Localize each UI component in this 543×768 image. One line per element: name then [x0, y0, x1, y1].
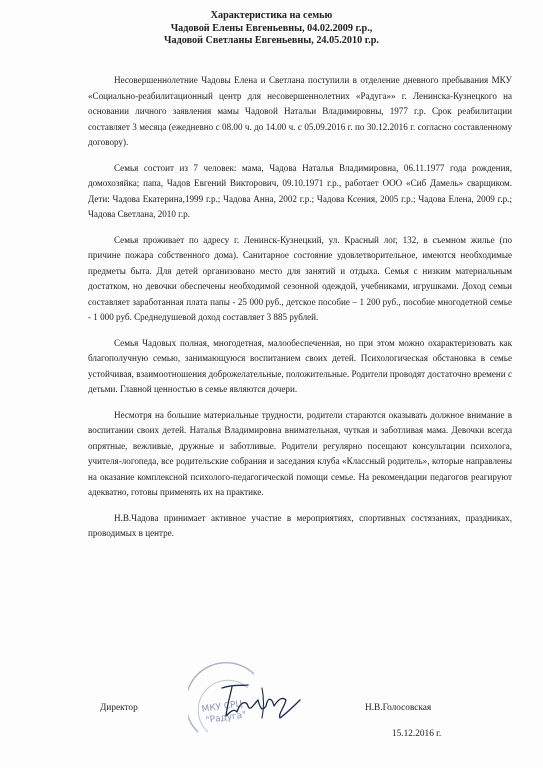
- signatory-role: Директор: [100, 703, 138, 713]
- paragraph-upbringing: Несмотря на большие материальные трудности, родители стараются оказывать должное внимание в воспитании своих детей. Наталья Владимировна внимательная, чуткая и заботливая мама. Девочки всегда опрятные, вежливые, дружные и заботливые. Родители регулярно посещают консультации психолога, учителя-логопеда, все родительские собрания и заседания клуба «Классный родитель», которые направлены на оказание комплексной психолого-педагогической помощи семье. На рекомендации педагогов реагируют адекватно, готовы применять их на практике.: [88, 409, 512, 497]
- stamp-text-line-2: "Радуга": [205, 710, 248, 726]
- paragraph-family-characteristics: Семья Чадовых полная, многодетная, малообеспеченная, но при этом можно охарактеризовать как благополучную семью, занимающуюся воспитанием своих детей. Психологическая обстановка в семье устойчивая, взаимоотношения доброжелательные, положительные. Родители проводят достаточно времени с детьми. Главной ценностью в семье являются дочери.: [88, 337, 512, 394]
- title-line-2: Чадовой Елены Евгеньевны, 04.02.2009 г.р.,: [170, 22, 373, 34]
- document-body: [88, 73, 512, 542]
- paragraph-enrollment: Несовершеннолетние Чадовы Елена и Светлана поступили в отделение дневного пребывания МКУ «Социально-реабилитационный центр для несовершеннолетних «Радуга»» г. Ленинска-Кузнецкого на основании личного заявления мамы Чадовой Натальи Владимировны, 1977 г.р. Срок реабилитации составляет 3 месяца (ежедневно с 08.00 ч. до 14.00 ч. с 05.09.2016 г. по 30.12.2016 г. согласно составленному договору).: [88, 75, 512, 147]
- paragraph-participation: Н.В.Чадова принимает активное участие в мероприятиях, спортивных состязаниях, праздниках, проводимых в центре.: [88, 512, 512, 538]
- document-date: 15.12.2016 г.: [392, 729, 442, 739]
- paragraph-family-composition: Семья состоит из 7 человек: мама, Чадова Наталья Владимировна, 06.11.1977 года рождения, домохозяйка; папа, Чадов Евгений Викторович, 09.10.1971 г.р., работает ООО «Сиб Дамель» сварщиком. Дети: Чадова Екатерина,1999 г.р.; Чадова Анна, 2002 г.р.; Чадова Ксения, 2005 г.р.; Чадова Елена, 2009 г.р.; Чадова Светлана, 2010 г.р.: [88, 162, 512, 219]
- title-line-3: Чадовой Светланы Евгеньевны, 24.05.2010 г.р.: [164, 35, 379, 47]
- paragraph-living-conditions: Семья проживает по адресу г. Ленинск-Кузнецкий, ул. Красный лог, 132, в съемном жилье (по причине пожара собственного дома). Санитарное состояние удовлетворительное, имеются необходимые предметы быта. Для детей организовано место для занятий и отдыха. Семья с низким материальным достатком, но девочки обеспечены необходимой сезонной одеждой, учебниками, игрушками. Доход семьи составляет заработанная плата папы - 25 000 руб., детское пособие – 1 200 руб., пособие многодетной семье - 1 000 руб. Среднедушевой доход составляет 3 885 рублей.: [88, 234, 512, 322]
- stamp-text-line-1: МКУ СРЦ: [201, 699, 244, 715]
- title-line-1: Характеристика на семью: [210, 10, 333, 21]
- signatory-name: Н.В.Голосовская: [365, 703, 432, 713]
- document-title: [60, 10, 483, 48]
- director-signature: [218, 682, 304, 724]
